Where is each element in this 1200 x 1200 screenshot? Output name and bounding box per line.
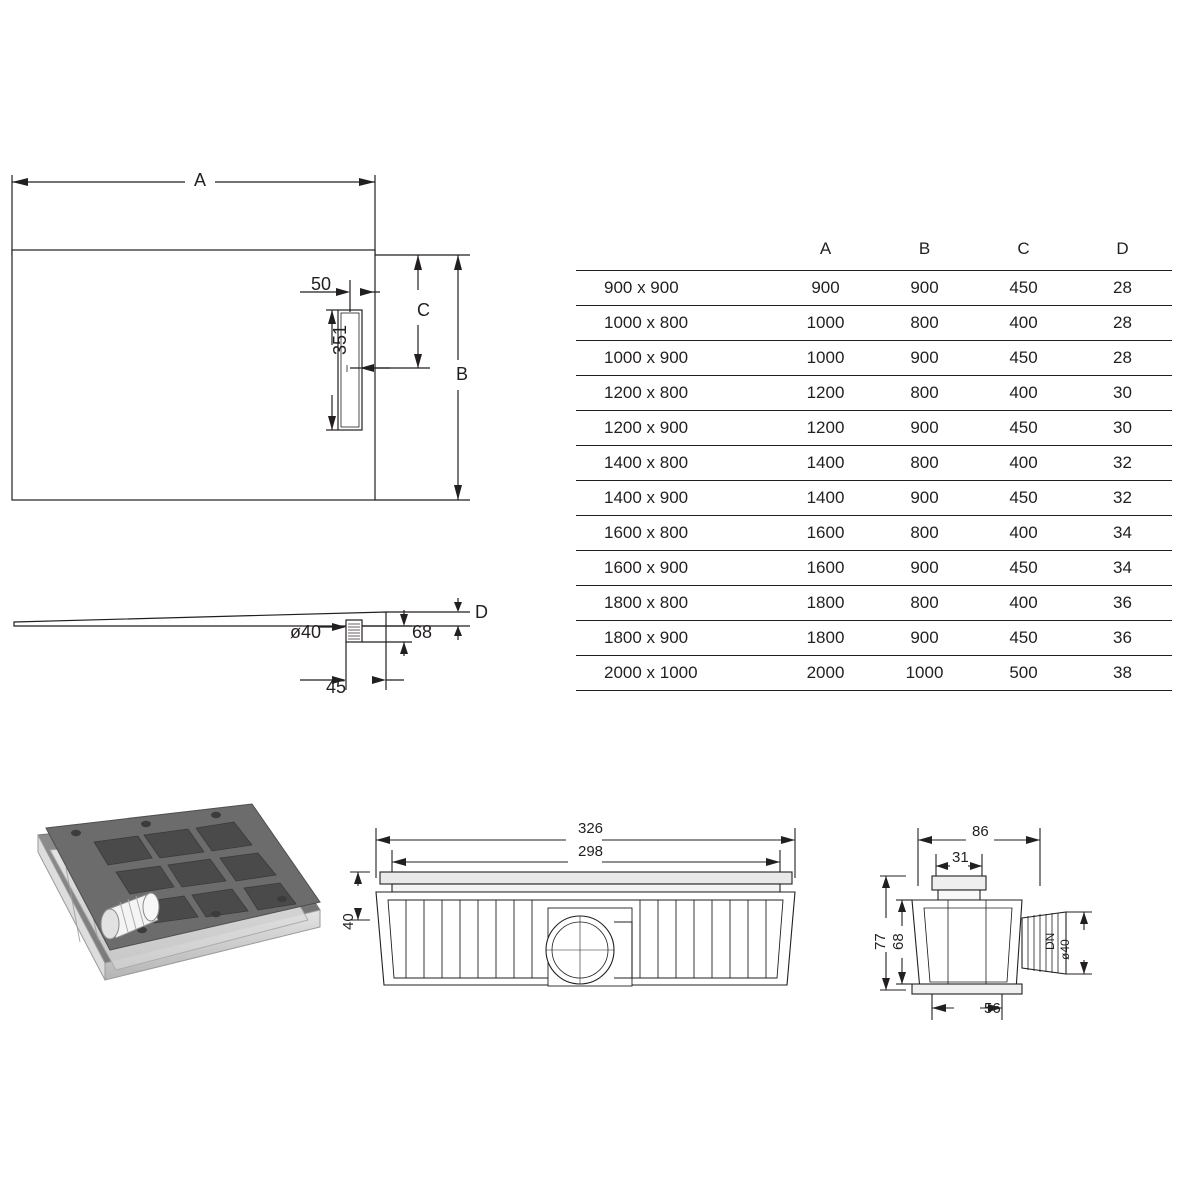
cell-D: 36 bbox=[1073, 621, 1172, 656]
table-row bbox=[576, 621, 1172, 656]
table-header-C: C bbox=[1017, 238, 1030, 258]
label-dim-68: 68 bbox=[890, 933, 907, 950]
cell-C: 400 bbox=[974, 586, 1073, 621]
table-row bbox=[576, 341, 1172, 376]
cell-C: 450 bbox=[974, 481, 1073, 516]
cell-size: 1400 x 800 bbox=[576, 446, 776, 481]
table-row bbox=[576, 586, 1172, 621]
cell-A: 1200 bbox=[776, 411, 875, 446]
cell-D: 34 bbox=[1073, 551, 1172, 586]
table-row bbox=[576, 516, 1172, 551]
cell-D: 30 bbox=[1073, 376, 1172, 411]
cell-A: 1000 bbox=[776, 341, 875, 376]
cell-D: 32 bbox=[1073, 446, 1172, 481]
cell-C: 450 bbox=[974, 411, 1073, 446]
table-header-size bbox=[576, 232, 776, 271]
cell-D: 28 bbox=[1073, 306, 1172, 341]
label-dim-68: 68 bbox=[412, 622, 433, 642]
cell-D: 28 bbox=[1073, 271, 1172, 306]
table-row bbox=[576, 656, 1172, 691]
cell-D: 38 bbox=[1073, 656, 1172, 691]
cell-A: 1400 bbox=[776, 481, 875, 516]
table-row bbox=[576, 376, 1172, 411]
section-view-drawing bbox=[0, 580, 520, 740]
cell-D: 30 bbox=[1073, 411, 1172, 446]
label-dim-DN: DN bbox=[1043, 932, 1057, 950]
cell-B: 800 bbox=[875, 446, 974, 481]
cell-A: 2000 bbox=[776, 656, 875, 691]
cell-size: 1800 x 900 bbox=[576, 621, 776, 656]
label-dim-siphon-d40: ø40 bbox=[1058, 939, 1072, 960]
cell-B: 1000 bbox=[875, 656, 974, 691]
cell-B: 900 bbox=[875, 621, 974, 656]
cell-B: 900 bbox=[875, 481, 974, 516]
cell-C: 400 bbox=[974, 446, 1073, 481]
label-dim-326: 326 bbox=[578, 820, 604, 837]
cell-B: 900 bbox=[875, 551, 974, 586]
cell-D: 28 bbox=[1073, 341, 1172, 376]
table-row bbox=[576, 446, 1172, 481]
label-dim-B: B bbox=[456, 364, 469, 384]
cell-D: 36 bbox=[1073, 586, 1172, 621]
label-dim-86: 86 bbox=[972, 823, 989, 840]
cell-size: 2000 x 1000 bbox=[576, 656, 776, 691]
label-dim-31: 31 bbox=[952, 849, 969, 866]
cell-D: 34 bbox=[1073, 516, 1172, 551]
label-dim-77: 77 bbox=[872, 933, 889, 950]
cell-C: 450 bbox=[974, 271, 1073, 306]
label-dim-351: 351 bbox=[330, 324, 350, 355]
table-body bbox=[576, 271, 1172, 691]
cell-C: 450 bbox=[974, 621, 1073, 656]
table-header-B: B bbox=[918, 238, 931, 258]
cell-size: 1200 x 900 bbox=[576, 411, 776, 446]
table-row bbox=[576, 411, 1172, 446]
cell-B: 800 bbox=[875, 516, 974, 551]
cell-A: 1800 bbox=[776, 621, 875, 656]
label-dim-298: 298 bbox=[578, 843, 604, 860]
table-row bbox=[576, 271, 1172, 306]
cell-size: 1200 x 800 bbox=[576, 376, 776, 411]
label-dim-D: D bbox=[475, 602, 488, 622]
cell-A: 1400 bbox=[776, 446, 875, 481]
table-row bbox=[576, 306, 1172, 341]
cell-B: 800 bbox=[875, 586, 974, 621]
table-header-D: D bbox=[1116, 238, 1129, 258]
table-row bbox=[576, 481, 1172, 516]
cell-C: 400 bbox=[974, 516, 1073, 551]
cell-A: 1600 bbox=[776, 551, 875, 586]
cell-C: 450 bbox=[974, 551, 1073, 586]
cell-A: 1600 bbox=[776, 516, 875, 551]
cell-size: 1600 x 900 bbox=[576, 551, 776, 586]
cell-B: 900 bbox=[875, 411, 974, 446]
cell-B: 800 bbox=[875, 306, 974, 341]
label-dim-56: 56 bbox=[984, 1000, 1001, 1017]
label-dim-45: 45 bbox=[326, 677, 347, 697]
label-dim-d40: ø40 bbox=[290, 622, 322, 642]
cell-C: 400 bbox=[974, 376, 1073, 411]
label-dim-50: 50 bbox=[311, 274, 332, 294]
dimensions-table bbox=[576, 232, 1172, 691]
cell-size: 1000 x 800 bbox=[576, 306, 776, 341]
table-header-row bbox=[576, 232, 1172, 271]
cell-D: 32 bbox=[1073, 481, 1172, 516]
cell-A: 1800 bbox=[776, 586, 875, 621]
cell-A: 1000 bbox=[776, 306, 875, 341]
drain-channel-3d-render bbox=[20, 790, 350, 1020]
cell-A: 1200 bbox=[776, 376, 875, 411]
label-dim-A: A bbox=[194, 170, 207, 190]
table-header-A: A bbox=[819, 238, 832, 258]
table-row bbox=[576, 551, 1172, 586]
cell-A: 900 bbox=[776, 271, 875, 306]
cell-size: 1000 x 900 bbox=[576, 341, 776, 376]
cell-B: 900 bbox=[875, 341, 974, 376]
cell-size: 900 x 900 bbox=[576, 271, 776, 306]
cell-size: 1600 x 800 bbox=[576, 516, 776, 551]
cell-C: 500 bbox=[974, 656, 1073, 691]
cell-C: 450 bbox=[974, 341, 1073, 376]
cell-B: 900 bbox=[875, 271, 974, 306]
cell-B: 800 bbox=[875, 376, 974, 411]
cell-size: 1400 x 900 bbox=[576, 481, 776, 516]
cell-C: 400 bbox=[974, 306, 1073, 341]
label-dim-40: 40 bbox=[340, 913, 357, 930]
cell-size: 1800 x 800 bbox=[576, 586, 776, 621]
label-dim-C: C bbox=[417, 300, 430, 320]
